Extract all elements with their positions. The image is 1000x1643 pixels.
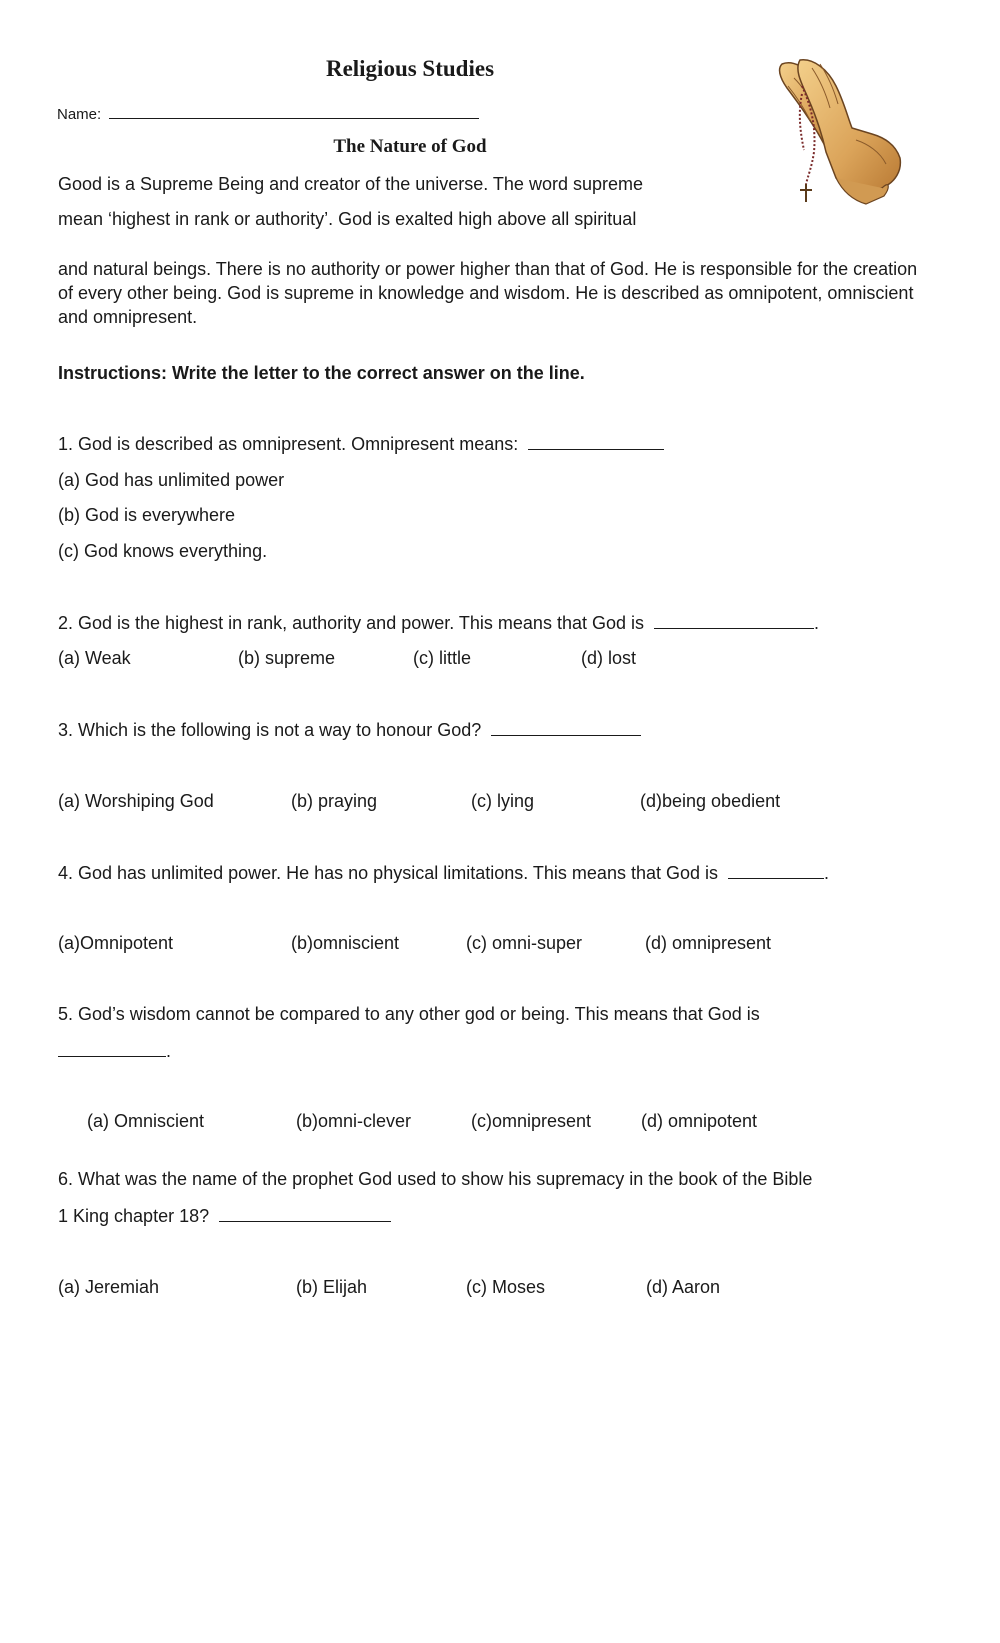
intro-paragraph: and natural beings. There is no authority or power higher than that of God. He is responsible for the creation of every other being. God is supreme in knowledge and wisdom. He is described as omnipotent, omniscient and omnipresent.	[58, 259, 918, 327]
question-2-text: 2. God is the highest in rank, authority and power. This means that God is	[58, 613, 644, 633]
q1-option-c: (c) God knows everything.	[58, 541, 268, 561]
question-3-text: 3. Which is the following is not a way to honour God?	[58, 720, 482, 740]
q4-option-c: (c) omni-super	[466, 933, 583, 953]
question-1-text: 1. God is described as omnipresent. Omnipresent means:	[58, 434, 519, 454]
question-6-text-2: 1 King chapter 18?	[58, 1206, 210, 1226]
answer-line-3[interactable]	[491, 719, 641, 736]
q2-option-c: (c) little	[413, 648, 471, 668]
q4-option-b: (b)omniscient	[291, 933, 400, 953]
answer-line-4[interactable]	[728, 862, 824, 879]
q2-option-b: (b) supreme	[238, 648, 336, 668]
question-5-answer	[58, 1040, 171, 1062]
question-6-text: 6. What was the name of the prophet God used to show his supremacy in the book of the Bible	[58, 1169, 813, 1189]
intro-line-1: Good is a Supreme Being and creator of the universe. The word supreme	[58, 174, 643, 194]
q5-option-c: (c)omnipresent	[471, 1111, 592, 1131]
question-4	[58, 862, 829, 884]
q5-option-d: (d) omnipotent	[641, 1111, 758, 1131]
question-5-text: 5. God’s wisdom cannot be compared to any other god or being. This means that God is	[58, 1004, 760, 1024]
answer-line-5[interactable]	[58, 1040, 166, 1057]
q4-option-a: (a)Omnipotent	[58, 933, 174, 953]
q2-option-a: (a) Weak	[58, 648, 131, 668]
name-label: Name:	[57, 106, 102, 123]
period: .	[824, 863, 830, 883]
answer-line-1[interactable]	[528, 433, 664, 450]
praying-hands-icon	[772, 56, 912, 206]
q5-option-b: (b)omni-clever	[296, 1111, 412, 1131]
answer-line-2[interactable]	[654, 612, 814, 629]
question-6-line-2	[58, 1205, 391, 1227]
q6-option-d: (d) Aaron	[646, 1277, 721, 1297]
name-field-row	[57, 102, 479, 123]
q2-option-d: (d) lost	[581, 648, 637, 668]
q4-option-d: (d) omnipresent	[645, 933, 772, 953]
period: .	[814, 613, 820, 633]
period: .	[166, 1041, 172, 1061]
page-title: Religious Studies	[325, 56, 495, 81]
intro-line-2: mean ‘highest in rank or authority’. God is exalted high above all spiritual	[58, 209, 637, 229]
question-2	[58, 612, 819, 634]
q3-option-a: (a) Worshiping God	[58, 791, 214, 811]
q5-option-a: (a) Omniscient	[87, 1111, 205, 1131]
answer-line-6[interactable]	[219, 1205, 391, 1222]
name-input-line[interactable]	[109, 102, 479, 119]
instructions: Instructions: Write the letter to the correct answer on the line.	[58, 363, 585, 383]
q6-option-c: (c) Moses	[466, 1277, 546, 1297]
question-3	[58, 719, 641, 741]
q6-option-b: (b) Elijah	[296, 1277, 368, 1297]
question-4-text: 4. God has unlimited power. He has no physical limitations. This means that God is	[58, 863, 718, 883]
q1-option-a: (a) God has unlimited power	[58, 470, 285, 490]
q3-option-b: (b) praying	[291, 791, 378, 811]
question-1	[58, 433, 664, 455]
q6-option-a: (a) Jeremiah	[58, 1277, 160, 1297]
subtitle: The Nature of God	[333, 136, 487, 157]
q3-option-c: (c) lying	[471, 791, 535, 811]
q3-option-d: (d)being obedient	[640, 791, 781, 811]
q1-option-b: (b) God is everywhere	[58, 505, 236, 525]
